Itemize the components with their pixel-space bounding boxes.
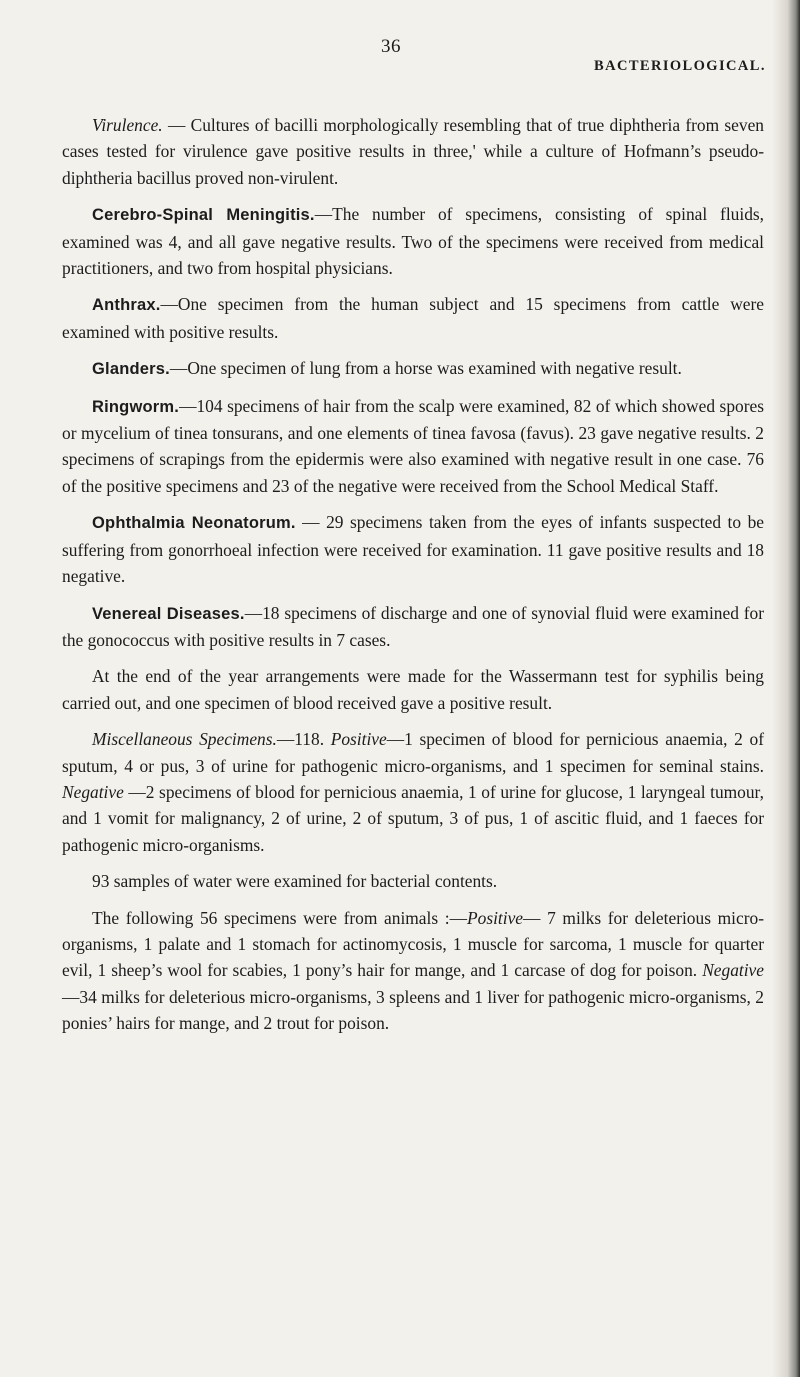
paragraph-ophthalmia xyxy=(62,509,764,589)
text-ophthalmia: — 29 specimens taken from the eyes of infants suspected to be suffering from gonorrhoeal infection were received for examination. 11 gave positive results and 18 negative. xyxy=(62,512,765,587)
page-number: 36 xyxy=(381,36,401,57)
paragraph-ringworm xyxy=(62,393,764,500)
page-edge-shadow xyxy=(772,0,800,1377)
heading-cerebro-spinal: Cerebro-Spinal Meningitis. xyxy=(92,206,315,225)
text-cerebro-spinal: —The number of specimens, consisting of spinal fluids, examined was 4, and all gave negative results. Two of the specimens were received from medical practitioners, and two from hospital physicians. xyxy=(62,204,764,279)
text-wassermann: At the end of the year arrangements were made for the Wassermann test for syphilis being carried out, and one specimen of blood received gave a positive result. xyxy=(62,666,764,713)
text-miscellaneous-positive: —1 specimen of blood for pernicious anaemia, 2 of sputum, 4 or pus, 3 of urine for pathogenic micro-organisms, and 1 specimen for seminal stains. xyxy=(62,729,764,776)
paragraph-miscellaneous xyxy=(62,726,764,858)
paragraph-venereal xyxy=(62,600,764,654)
paragraph-virulence xyxy=(62,112,764,191)
paragraph-cerebro-spinal xyxy=(62,201,764,281)
page-header xyxy=(0,36,800,76)
text-animals-positive: — 7 milks for deleterious micro-organisms, 1 palate and 1 stomach for actinomycosis, 1 muscle for sarcoma, 1 muscle for quarter evil, 1 sheep’s wool for scabies, 1 pony’s hair for mange, and 1 carcase of dog for poison. xyxy=(62,907,764,981)
heading-virulence: Virulence. xyxy=(92,115,163,135)
text-animals-intro: The following 56 specimens were from animals :— xyxy=(92,907,467,928)
paragraph-water xyxy=(62,868,764,894)
paragraph-glanders xyxy=(62,355,764,382)
label-animals-positive: Positive xyxy=(467,907,524,928)
body-text xyxy=(62,112,764,1047)
text-water: 93 samples of water were examined for bacterial contents. xyxy=(92,871,498,892)
heading-venereal: Venereal Diseases. xyxy=(92,604,245,623)
text-glanders: —One specimen of lung from a horse was examined with negative result. xyxy=(169,358,682,379)
heading-anthrax: Anthrax. xyxy=(92,296,161,315)
text-anthrax: —One specimen from the human subject and 15 specimens from cattle were examined with positive results. xyxy=(62,294,764,342)
text-miscellaneous-count: —118. xyxy=(276,729,331,750)
heading-glanders: Glanders. xyxy=(92,360,170,379)
label-animals-negative: Negative xyxy=(702,960,764,981)
paragraph-wassermann xyxy=(62,663,764,716)
label-negative: Negative xyxy=(62,781,124,802)
heading-ringworm: Ringworm. xyxy=(92,397,180,416)
paragraph-animals xyxy=(62,905,764,1037)
label-positive: Positive xyxy=(330,729,387,750)
running-head: BACTERIOLOGICAL. xyxy=(594,58,766,74)
heading-ophthalmia: Ophthalmia Neonatorum. xyxy=(92,514,296,533)
text-animals-negative: —34 milks for deleterious micro-organisms, 3 spleens and 1 liver for pathogenic micro-organisms, 2 ponies’ hairs for mange, and 2 trout for poison. xyxy=(62,986,764,1034)
paragraph-anthrax xyxy=(62,291,764,345)
heading-miscellaneous: Miscellaneous Specimens. xyxy=(92,729,277,750)
text-miscellaneous-negative: —2 specimens of blood for pernicious anaemia, 1 of urine for glucose, 1 laryngeal tumour, and 1 vomit for malignancy, 2 of urine, 2 of sputum, 3 of pus, 1 of ascitic fluid, and 1 faeces for pathogenic micro-organisms. xyxy=(62,781,764,855)
text-ringworm: —104 specimens of hair from the scalp were examined, 82 of which showed spores or mycelium of tinea tonsurans, and one elements of tinea favosa (favus). 23 gave negative results. 2 specimens of scrapings from the epidermis were also examined with negative result in one case. 76 of the positive specimens and 23 of the negative were received from the School Medical Staff. xyxy=(62,395,764,496)
text-virulence: — Cultures of bacilli morphologically resembling that of true diphtheria from seven cases tested for virulence gave positive results in three,' while a culture of Hofmann’s pseudo-diphtheria bacillus proved non-virulent. xyxy=(62,115,764,188)
text-venereal: —18 specimens of discharge and one of synovial fluid were examined for the gonococcus with positive results in 7 cases. xyxy=(62,602,765,650)
